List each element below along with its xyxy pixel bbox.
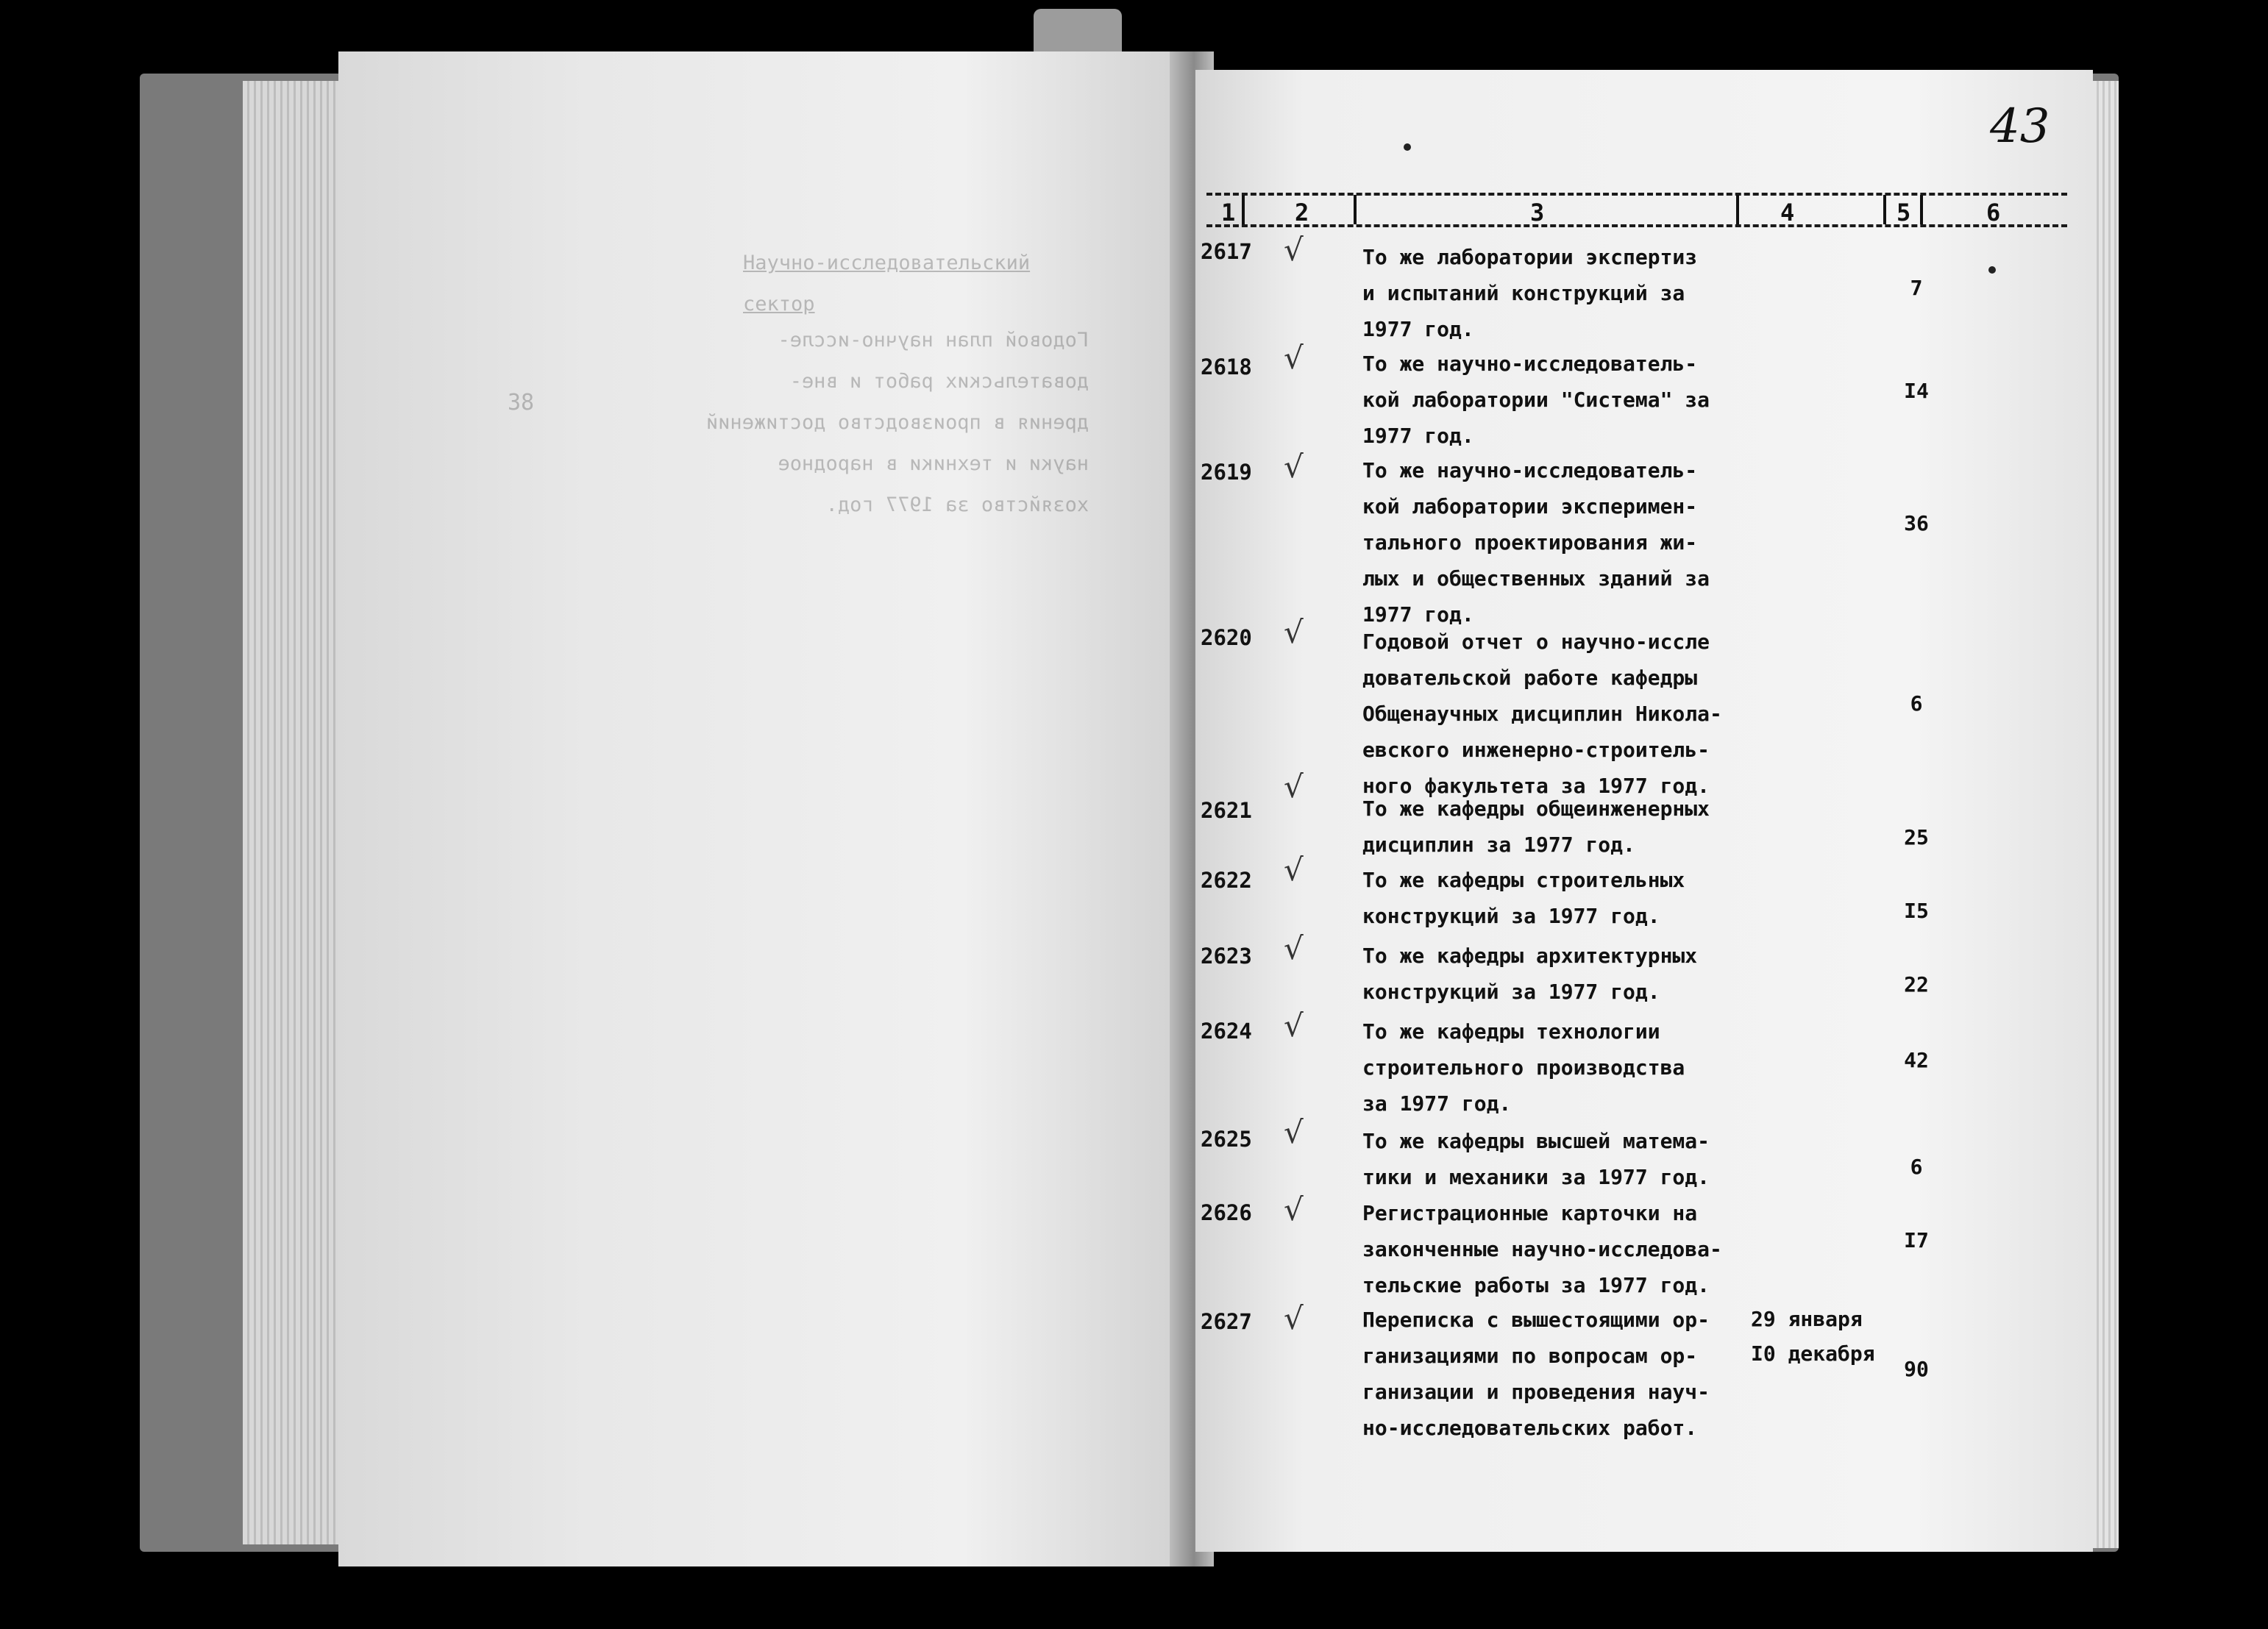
check-mark-icon: √ [1284,614,1304,650]
entry-sheet-count: 90 [1904,1357,1929,1381]
entry-sheet-count: I7 [1904,1228,1929,1252]
entry-number: 2622 [1201,868,1252,893]
entry-description: Регистрационные карточки на законченные научно-исследова- тельские работы за 1977 год. [1362,1201,1722,1297]
check-mark-icon: √ [1284,340,1304,376]
entry-sheet-count: 42 [1904,1048,1929,1072]
column-separator [1354,195,1357,224]
entry-description: То же научно-исследователь- кой лаборатории "Система" за 1977 год. [1362,352,1710,448]
entry-description: Переписка с вышестоящими ор- ганизациями по вопросам ор- ганизации и проведения науч- но-исследовательских работ. [1362,1308,1710,1440]
entry-number: 2624 [1201,1019,1252,1044]
column-separator [1883,195,1886,224]
check-mark-icon: √ [1284,232,1304,268]
bleed-through-text: Годовой план научно-иссле- довательских работ и вне- дрения в производство достижений науки и техники в народное хозяйство за 1977 год. [706,329,1089,516]
scan-speck [1988,266,1996,274]
entry-number: 2626 [1201,1200,1252,1225]
entry-sheet-count: I5 [1904,899,1929,923]
entry-sheet-count: I4 [1904,379,1929,403]
left-page-edges [243,81,346,1544]
entry-sheet-count: 7 [1910,276,1923,300]
check-mark-icon: √ [1284,930,1304,966]
scan-speck [1404,143,1411,151]
entry-number: 2627 [1201,1309,1252,1334]
column-header-3: 3 [1530,199,1545,227]
entry-sheet-count: 6 [1910,691,1923,716]
entry-sheet-count: 25 [1904,825,1929,849]
check-mark-icon: √ [1284,769,1304,805]
check-mark-icon: √ [1284,1191,1304,1227]
header-rule-top [1206,193,2067,196]
entry-sheet-count: 6 [1910,1155,1923,1179]
folio-number: 43 [1990,99,2050,154]
entry-number: 2619 [1201,460,1252,485]
entry-number: 2623 [1201,944,1252,969]
column-separator [1920,195,1923,224]
entry-number: 2618 [1201,354,1252,379]
entry-description: То же кафедры технологии строительного производства за 1977 год. [1362,1019,1685,1116]
bleed-through-number: 38 [508,390,535,416]
entry-description: То же лаборатории экспертиз и испытаний конструкций за 1977 год. [1362,245,1698,341]
entry-sheet-count: 22 [1904,972,1929,997]
entry-description: То же кафедры общеинженерных дисциплин за 1977 год. [1362,796,1710,857]
check-mark-icon: √ [1284,1008,1304,1044]
header-rule-bottom [1206,224,2067,227]
column-separator [1242,195,1245,224]
entry-number: 2620 [1201,625,1252,650]
check-mark-icon: √ [1284,852,1304,888]
entry-number: 2621 [1201,798,1252,823]
entry-description: То же кафедры архитектурных конструкций за 1977 год. [1362,944,1698,1004]
column-separator [1736,195,1739,224]
bleed-through-heading: Научно-исследовательский сектор [743,252,1031,316]
entry-description: То же кафедры высшей матема- тики и механики за 1977 год. [1362,1129,1710,1189]
entry-description: Годовой отчет о научно-иссле довательской работе кафедры Общенаучных дисциплин Никола- евского инженерно-строитель- ного факультета за 1977 год. [1362,630,1722,798]
entry-description: То же научно-исследователь- кой лаборатории эксперимен- тального проектирования жи- лых и общественных зданий за 1977 год. [1362,458,1710,627]
entry-description: То же кафедры строительных конструкций за 1977 год. [1362,868,1685,928]
entry-number: 2617 [1201,239,1252,264]
column-header-2: 2 [1295,199,1309,227]
entry-sheet-count: 36 [1904,511,1929,535]
column-header-1: 1 [1221,199,1236,227]
column-header-4: 4 [1780,199,1795,227]
right-page-edges [2093,81,2119,1548]
check-mark-icon: √ [1284,1300,1304,1336]
entry-dates: 29 января I0 декабря [1751,1307,1875,1366]
column-header-5: 5 [1896,199,1911,227]
check-mark-icon: √ [1284,1114,1304,1150]
column-header-6: 6 [1986,199,2001,227]
entry-number: 2625 [1201,1127,1252,1152]
check-mark-icon: √ [1284,449,1304,485]
